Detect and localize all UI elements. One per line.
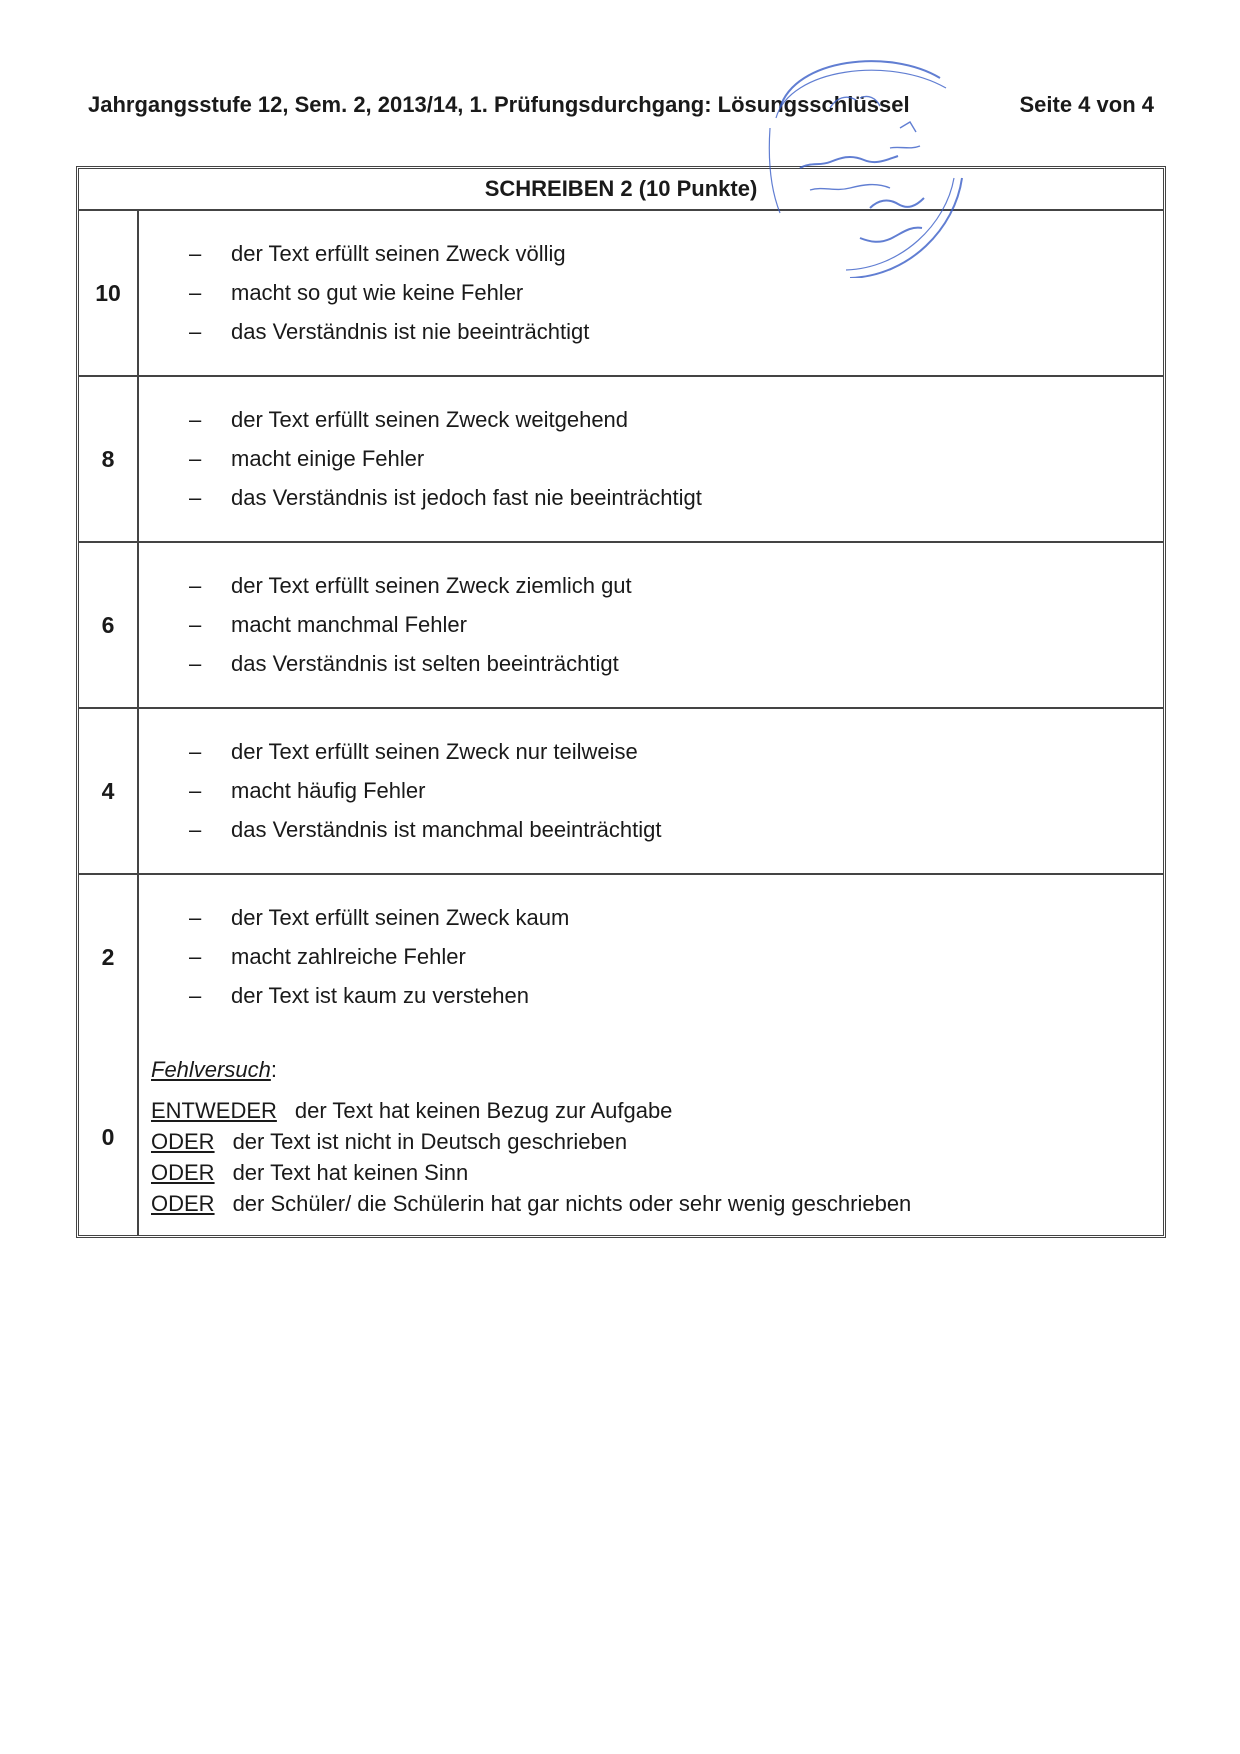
dash-icon: – (189, 241, 202, 266)
dash-icon: – (189, 485, 202, 510)
grade-row-6 (79, 543, 1163, 709)
condition-text: der Text hat keinen Bezug zur Aufgabe (294, 1097, 673, 1123)
header-title: Jahrgangsstufe 12, Sem. 2, 2013/14, 1. Prüfungsdurchgang: Lösungsschlüssel (88, 92, 910, 117)
criteria-item (189, 479, 1163, 518)
dash-icon: – (189, 446, 202, 471)
criteria-text: macht zahlreiche Fehler (231, 944, 466, 969)
criteria-item (189, 977, 1163, 1016)
fail-condition (151, 1126, 1163, 1157)
criteria-item (189, 313, 1163, 352)
fail-title: Fehlversuch (151, 1057, 271, 1082)
criteria-item (189, 772, 1163, 811)
criteria-text: macht manchmal Fehler (231, 612, 467, 637)
criteria-item (189, 899, 1163, 938)
criteria-text: das Verständnis ist manchmal beeinträchtigt (231, 817, 662, 842)
criteria-text: das Verständnis ist nie beeinträchtigt (231, 319, 590, 344)
fail-title-colon: : (270, 1057, 277, 1082)
dash-icon: – (189, 778, 202, 803)
score-cell: 10 (79, 211, 139, 375)
criteria-list (139, 211, 1163, 375)
condition-keyword: ENTWEDER (151, 1097, 277, 1123)
dash-icon: – (189, 573, 202, 598)
page-number: Seite 4 von 4 (1019, 92, 1154, 117)
fail-condition (151, 1095, 1163, 1126)
dash-icon: – (189, 983, 202, 1008)
grading-rows (79, 211, 1163, 1039)
criteria-list (139, 377, 1163, 541)
condition-text: der Text hat keinen Sinn (232, 1159, 469, 1185)
score-cell: 8 (79, 377, 139, 541)
score-cell: 2 (79, 875, 139, 1039)
score-cell: 4 (79, 709, 139, 873)
criteria-item (189, 440, 1163, 479)
dash-icon: – (189, 612, 202, 637)
criteria-text: das Verständnis ist jedoch fast nie beeinträchtigt (231, 485, 702, 510)
dash-icon: – (189, 944, 202, 969)
criteria-text: der Text ist kaum zu verstehen (231, 983, 529, 1008)
dash-icon: – (189, 651, 202, 676)
fail-condition (151, 1157, 1163, 1188)
dash-icon: – (189, 739, 202, 764)
dash-icon: – (189, 319, 202, 344)
criteria-item (189, 274, 1163, 313)
criteria-text: der Text erfüllt seinen Zweck ziemlich gut (231, 573, 632, 598)
criteria-text: das Verständnis ist selten beeinträchtigt (231, 651, 619, 676)
criteria-text: macht häufig Fehler (231, 778, 426, 803)
score-cell: 0 (79, 1039, 139, 1235)
fail-condition (151, 1188, 1163, 1219)
criteria-item (189, 645, 1163, 684)
fail-title-line (151, 1057, 1163, 1083)
condition-text: der Schüler/ die Schülerin hat gar nichts oder sehr wenig geschrieben (232, 1190, 912, 1216)
condition-keyword: ODER (151, 1159, 215, 1185)
score-cell: 6 (79, 543, 139, 707)
grading-table (76, 166, 1166, 1238)
dash-icon: – (189, 280, 202, 305)
criteria-text: macht einige Fehler (231, 446, 425, 471)
criteria-item (189, 567, 1163, 606)
fail-content (139, 1039, 1163, 1235)
criteria-item (189, 733, 1163, 772)
criteria-item (189, 606, 1163, 645)
grade-row-0 (79, 1039, 1163, 1235)
criteria-list (139, 543, 1163, 707)
condition-keyword: ODER (151, 1128, 215, 1154)
criteria-item (189, 938, 1163, 977)
condition-keyword: ODER (151, 1190, 215, 1216)
fail-conditions (151, 1095, 1163, 1219)
criteria-text: der Text erfüllt seinen Zweck nur teilweise (231, 739, 638, 764)
dash-icon: – (189, 407, 202, 432)
criteria-list (139, 709, 1163, 873)
criteria-text: der Text erfüllt seinen Zweck völlig (231, 241, 566, 266)
criteria-text: macht so gut wie keine Fehler (231, 280, 524, 305)
dash-icon: – (189, 905, 202, 930)
grade-row-8 (79, 377, 1163, 543)
grade-row-2 (79, 875, 1163, 1039)
criteria-list (139, 875, 1163, 1039)
criteria-item (189, 811, 1163, 850)
criteria-item (189, 401, 1163, 440)
criteria-text: der Text erfüllt seinen Zweck weitgehend (231, 407, 629, 432)
condition-text: der Text ist nicht in Deutsch geschrieben (232, 1128, 628, 1154)
grade-row-4 (79, 709, 1163, 875)
criteria-item (189, 235, 1163, 274)
grade-row-10 (79, 211, 1163, 377)
dash-icon: – (189, 817, 202, 842)
table-title: SCHREIBEN 2 (10 Punkte) (79, 169, 1163, 211)
criteria-text: der Text erfüllt seinen Zweck kaum (231, 905, 570, 930)
